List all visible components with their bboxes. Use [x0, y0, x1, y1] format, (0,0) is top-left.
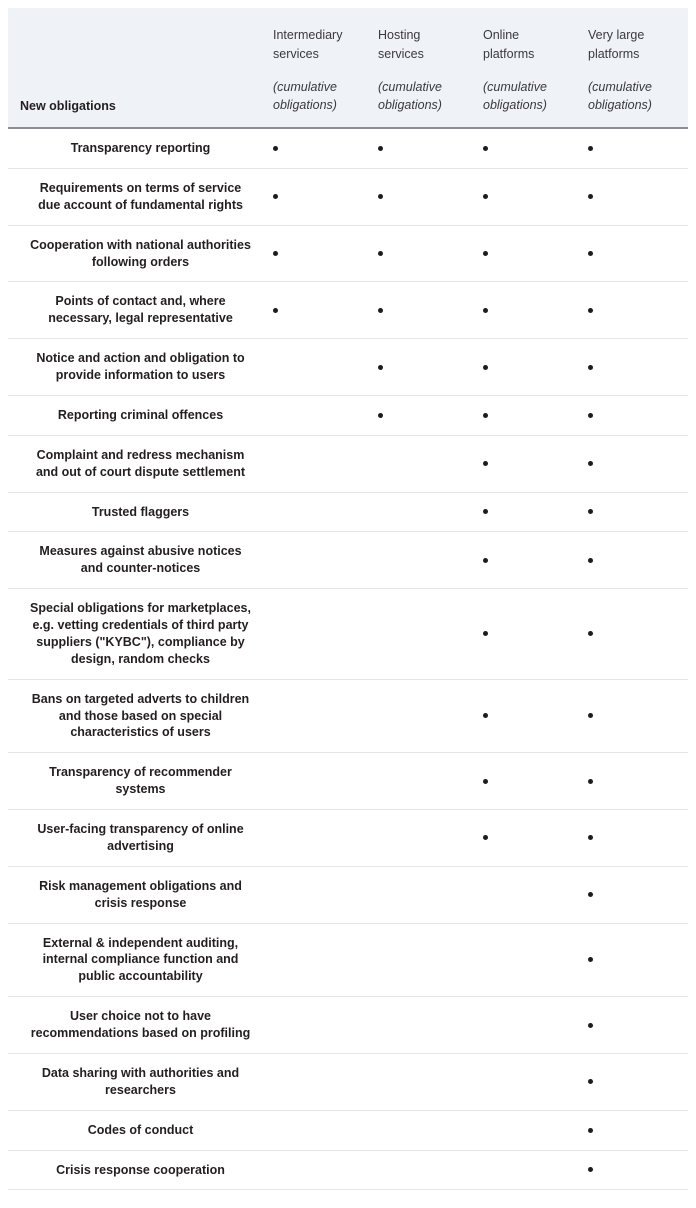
empty-cell-placeholder — [483, 1167, 488, 1172]
obligation-cell — [588, 1111, 693, 1150]
obligation-cell — [588, 997, 693, 1053]
empty-cell-placeholder — [378, 461, 383, 466]
obligation-label: Notice and action and obligation to provide information to users — [36, 351, 245, 382]
table-row — [8, 924, 688, 998]
bullet-dot-icon — [483, 461, 488, 466]
header-col-sub-line2: obligations) — [273, 98, 337, 113]
obligation-cell — [483, 532, 588, 588]
header-col-name-line1: Hosting — [378, 28, 421, 42]
header-col-sub-line2: obligations) — [588, 98, 652, 113]
obligation-cell — [273, 924, 378, 997]
obligation-label: Codes of conduct — [87, 1122, 194, 1137]
bullet-dot-icon — [588, 1079, 593, 1084]
obligation-label: Transparency reporting — [70, 141, 211, 155]
header-col-name-line2: platforms — [588, 46, 640, 61]
obligation-cell — [273, 680, 378, 753]
bullet-dot-icon — [588, 308, 593, 313]
obligation-cell — [378, 493, 483, 532]
empty-cell-placeholder — [273, 713, 278, 718]
obligation-label: Cooperation with national authorities following orders — [30, 237, 251, 269]
table-row — [8, 282, 688, 339]
obligation-cell — [588, 589, 693, 679]
obligation-cell — [273, 1111, 378, 1150]
table-row — [8, 436, 688, 493]
obligations-table — [8, 8, 688, 1190]
table-header-row — [8, 8, 688, 129]
empty-cell-placeholder — [483, 1128, 488, 1133]
bullet-dot-icon — [588, 146, 593, 151]
header-col-name-line1: Very large — [588, 28, 645, 42]
obligation-cell — [588, 532, 693, 588]
bullet-dot-icon — [378, 365, 383, 370]
obligation-cell — [483, 753, 588, 809]
obligation-label: Reporting criminal offences — [57, 407, 224, 422]
obligation-cell — [378, 810, 483, 866]
obligation-cell — [378, 753, 483, 809]
bullet-dot-icon — [378, 146, 383, 151]
header-cell-very-large-platforms — [588, 8, 693, 127]
header-cell-online-platforms — [483, 8, 588, 127]
bullet-dot-icon — [483, 558, 488, 563]
obligation-label: Transparency of recommender systems — [49, 765, 232, 797]
obligation-cell — [588, 680, 693, 753]
empty-cell-placeholder — [378, 1079, 383, 1084]
obligation-cell — [378, 226, 483, 282]
obligation-label: User-facing transparency of online advertising — [37, 822, 244, 853]
row-header-label: New obligations — [20, 99, 116, 114]
obligation-cell — [273, 493, 378, 532]
obligation-cell — [378, 532, 483, 588]
bullet-dot-icon — [483, 251, 488, 256]
empty-cell-placeholder — [378, 1167, 383, 1172]
bullet-dot-icon — [378, 413, 383, 418]
obligation-cell — [378, 867, 483, 923]
empty-cell-placeholder — [273, 631, 278, 636]
bullet-dot-icon — [588, 779, 593, 784]
obligation-cell — [483, 436, 588, 492]
obligation-cell — [588, 226, 693, 282]
obligation-cell — [588, 924, 693, 997]
bullet-dot-icon — [378, 194, 383, 199]
obligation-cell — [588, 493, 693, 532]
bullet-dot-icon — [273, 251, 278, 256]
bullet-dot-icon — [588, 509, 593, 514]
obligation-cell — [483, 169, 588, 225]
obligation-label: Measures against abusive notices and counter-notices — [39, 544, 242, 576]
obligation-cell — [588, 1054, 693, 1110]
table-row — [8, 226, 688, 283]
table-row — [8, 493, 688, 533]
obligation-cell — [483, 867, 588, 923]
table-row — [8, 532, 688, 589]
obligation-cell — [273, 129, 378, 168]
empty-cell-placeholder — [273, 509, 278, 514]
obligation-cell — [483, 1151, 588, 1190]
table-row — [8, 810, 688, 867]
obligation-cell — [378, 1111, 483, 1150]
bullet-dot-icon — [483, 509, 488, 514]
obligation-label: External & independent auditing, internal compliance function and public accountability — [42, 935, 239, 984]
empty-cell-placeholder — [273, 779, 278, 784]
table-body — [8, 129, 688, 1190]
table-row — [8, 589, 688, 680]
table-row — [8, 1151, 688, 1191]
empty-cell-placeholder — [483, 892, 488, 897]
bullet-dot-icon — [273, 146, 278, 151]
empty-cell-placeholder — [273, 957, 278, 962]
obligation-cell — [378, 1054, 483, 1110]
obligation-cell — [273, 169, 378, 225]
obligation-cell — [273, 589, 378, 679]
empty-cell-placeholder — [273, 461, 278, 466]
table-row — [8, 753, 688, 810]
obligation-cell — [483, 924, 588, 997]
empty-cell-placeholder — [378, 957, 383, 962]
obligation-cell — [588, 339, 693, 395]
empty-cell-placeholder — [378, 1023, 383, 1028]
empty-cell-placeholder — [483, 1079, 488, 1084]
obligation-cell — [483, 226, 588, 282]
header-col-sub-line1: (cumulative — [378, 79, 442, 94]
header-col-sub-line2: obligations) — [378, 98, 442, 113]
bullet-dot-icon — [483, 365, 488, 370]
empty-cell-placeholder — [378, 631, 383, 636]
bullet-dot-icon — [588, 251, 593, 256]
empty-cell-placeholder — [483, 957, 488, 962]
obligation-cell — [378, 396, 483, 435]
obligation-cell — [273, 753, 378, 809]
header-col-name-line1: Intermediary — [273, 28, 343, 42]
obligation-cell — [483, 1111, 588, 1150]
obligation-cell — [483, 493, 588, 532]
obligation-cell — [483, 1054, 588, 1110]
obligation-cell — [273, 997, 378, 1053]
obligation-cell — [483, 282, 588, 338]
bullet-dot-icon — [588, 365, 593, 370]
bullet-dot-icon — [588, 957, 593, 962]
empty-cell-placeholder — [378, 509, 383, 514]
obligation-cell — [483, 810, 588, 866]
header-col-name-line2: services — [378, 46, 424, 61]
header-col-name-line2: services — [273, 46, 319, 61]
obligation-cell — [273, 339, 378, 395]
empty-cell-placeholder — [273, 413, 278, 418]
bullet-dot-icon — [273, 194, 278, 199]
empty-cell-placeholder — [378, 835, 383, 840]
bullet-dot-icon — [588, 892, 593, 897]
obligation-cell — [378, 924, 483, 997]
obligation-cell — [588, 753, 693, 809]
empty-cell-placeholder — [273, 1079, 278, 1084]
empty-cell-placeholder — [378, 779, 383, 784]
obligation-cell — [273, 436, 378, 492]
obligation-label: Data sharing with authorities and researchers — [41, 1065, 240, 1097]
obligation-label: User choice not to have recommendations based on profiling — [30, 1009, 251, 1040]
empty-cell-placeholder — [273, 1023, 278, 1028]
obligation-cell — [588, 867, 693, 923]
bullet-dot-icon — [483, 194, 488, 199]
bullet-dot-icon — [483, 835, 488, 840]
table-row — [8, 997, 688, 1054]
table-row — [8, 396, 688, 436]
table-row — [8, 339, 688, 396]
empty-cell-placeholder — [273, 365, 278, 370]
obligation-cell — [588, 1151, 693, 1190]
obligation-label: Requirements on terms of service due account of fundamental rights — [38, 180, 243, 212]
bullet-dot-icon — [483, 779, 488, 784]
table-row — [8, 129, 688, 169]
empty-cell-placeholder — [273, 558, 278, 563]
header-col-name-line1: Online — [483, 28, 520, 42]
obligation-cell — [273, 1054, 378, 1110]
obligation-cell — [378, 169, 483, 225]
obligation-cell — [378, 589, 483, 679]
bullet-dot-icon — [588, 1167, 593, 1172]
header-col-sub-line1: (cumulative — [483, 79, 547, 94]
header-col-sub-line1: (cumulative — [588, 79, 652, 94]
bullet-dot-icon — [483, 308, 488, 313]
obligation-cell — [273, 396, 378, 435]
bullet-dot-icon — [588, 461, 593, 466]
obligation-cell — [273, 810, 378, 866]
obligation-cell — [378, 680, 483, 753]
table-row — [8, 169, 688, 226]
header-col-sub-line1: (cumulative — [273, 79, 337, 94]
table-row — [8, 867, 688, 924]
bullet-dot-icon — [483, 713, 488, 718]
table-row — [8, 1111, 688, 1151]
bullet-dot-icon — [483, 146, 488, 151]
obligation-cell — [483, 589, 588, 679]
bullet-dot-icon — [588, 413, 593, 418]
obligation-label: Trusted flaggers — [91, 504, 190, 519]
bullet-dot-icon — [273, 308, 278, 313]
obligation-cell — [378, 129, 483, 168]
bullet-dot-icon — [588, 558, 593, 563]
header-col-name-line2: platforms — [483, 46, 535, 61]
obligation-label: Risk management obligations and crisis response — [39, 878, 242, 910]
obligation-label: Special obligations for marketplaces, e.g. vetting credentials of third party suppliers ("KYBC"), compliance by design, random checks — [30, 601, 251, 666]
obligation-label: Points of contact and, where necessary, legal representative — [48, 294, 233, 326]
obligation-cell — [378, 339, 483, 395]
empty-cell-placeholder — [378, 713, 383, 718]
obligation-cell — [273, 867, 378, 923]
empty-cell-placeholder — [273, 1128, 278, 1133]
obligation-cell — [273, 226, 378, 282]
empty-cell-placeholder — [378, 558, 383, 563]
empty-cell-placeholder — [483, 1023, 488, 1028]
bullet-dot-icon — [588, 194, 593, 199]
obligation-cell — [378, 1151, 483, 1190]
obligation-cell — [273, 282, 378, 338]
obligation-cell — [483, 680, 588, 753]
obligation-cell — [588, 396, 693, 435]
bullet-dot-icon — [378, 251, 383, 256]
obligation-cell — [588, 436, 693, 492]
obligation-cell — [378, 436, 483, 492]
obligation-cell — [588, 129, 693, 168]
empty-cell-placeholder — [273, 1167, 278, 1172]
obligation-label: Crisis response cooperation — [56, 1162, 225, 1177]
empty-cell-placeholder — [273, 835, 278, 840]
bullet-dot-icon — [588, 713, 593, 718]
bullet-dot-icon — [483, 413, 488, 418]
bullet-dot-icon — [483, 631, 488, 636]
obligation-cell — [273, 532, 378, 588]
bullet-dot-icon — [588, 1128, 593, 1133]
obligation-cell — [483, 129, 588, 168]
header-cell-intermediary-services — [273, 8, 378, 127]
obligation-cell — [483, 396, 588, 435]
empty-cell-placeholder — [273, 892, 278, 897]
obligation-cell — [378, 282, 483, 338]
table-row — [8, 1054, 688, 1111]
obligation-label: Bans on targeted adverts to children and those based on special characteristics of users — [31, 691, 250, 740]
obligation-cell — [588, 810, 693, 866]
obligation-cell — [378, 997, 483, 1053]
header-cell-hosting-services — [378, 8, 483, 127]
header-cell-new-obligations — [8, 8, 273, 127]
bullet-dot-icon — [378, 308, 383, 313]
obligation-cell — [588, 282, 693, 338]
obligation-cell — [588, 169, 693, 225]
empty-cell-placeholder — [378, 892, 383, 897]
bullet-dot-icon — [588, 631, 593, 636]
empty-cell-placeholder — [378, 1128, 383, 1133]
bullet-dot-icon — [588, 835, 593, 840]
obligation-cell — [483, 339, 588, 395]
bullet-dot-icon — [588, 1023, 593, 1028]
header-col-sub-line2: obligations) — [483, 98, 547, 113]
table-row — [8, 680, 688, 754]
obligation-cell — [483, 997, 588, 1053]
obligation-label: Complaint and redress mechanism and out of court dispute settlement — [35, 447, 246, 479]
obligation-cell — [273, 1151, 378, 1190]
